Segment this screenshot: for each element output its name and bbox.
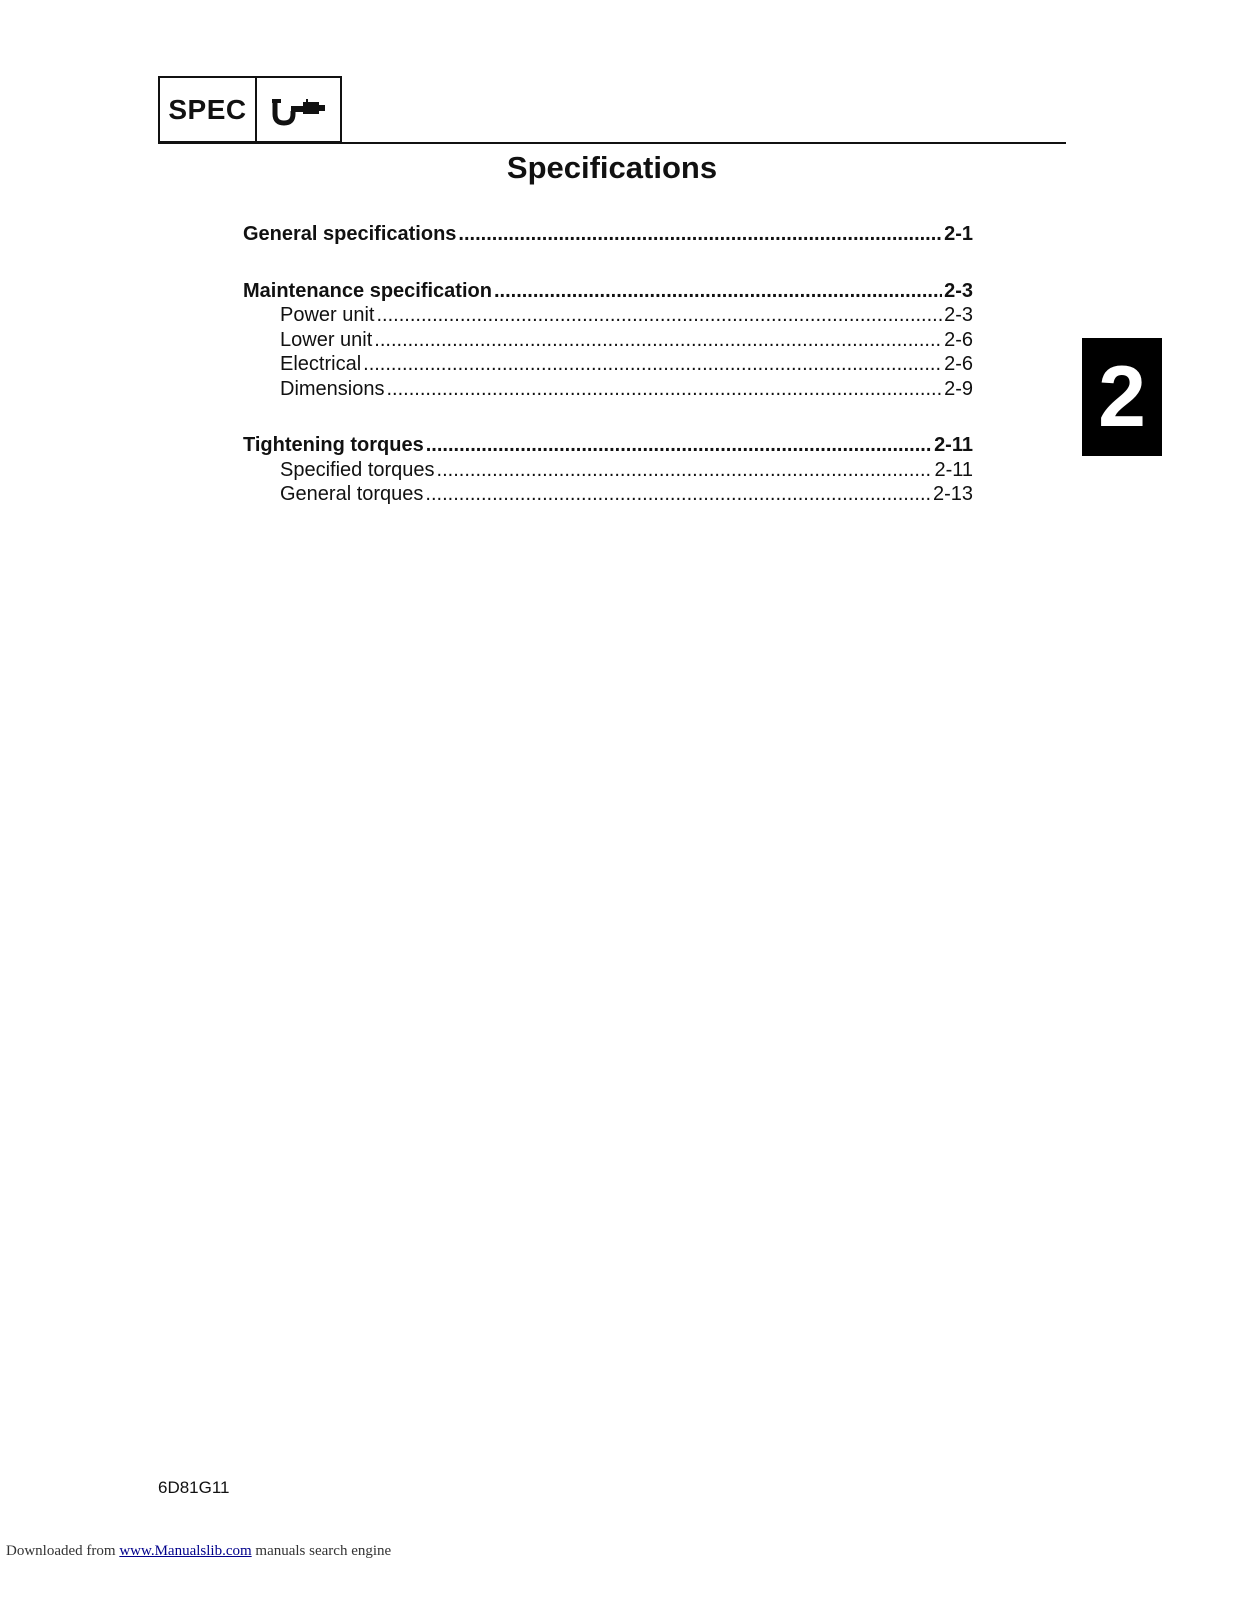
toc-subentry-page: 2-9 — [944, 377, 973, 400]
toc-subentry-page: 2-6 — [944, 353, 973, 375]
dot-leader — [377, 303, 943, 328]
dot-leader — [426, 433, 932, 458]
table-of-contents — [243, 222, 973, 539]
page-title: Specifications — [506, 150, 718, 185]
dot-leader — [425, 482, 931, 507]
toc-entry-page: 2-3 — [944, 279, 973, 302]
toc-entry-maintenance-specification[interactable] — [243, 279, 973, 304]
toc-group — [243, 222, 973, 247]
header-rule — [158, 142, 1066, 144]
toc-entry-tightening-torques[interactable] — [243, 433, 973, 458]
dot-leader — [458, 222, 942, 247]
toc-subentry-title: Specified torques — [280, 458, 435, 481]
toc-subentry-title: Dimensions — [280, 377, 385, 400]
toc-group — [243, 279, 973, 402]
toc-subentry-page: 2-13 — [932, 483, 973, 505]
toc-subentry-specified-torques[interactable] — [243, 458, 973, 483]
chapter-tab: 2 — [1082, 338, 1162, 456]
toc-subentry-electrical[interactable] — [243, 352, 973, 377]
toc-subentry-general-torques[interactable] — [243, 482, 973, 507]
toc-subentry-lower-unit[interactable] — [243, 328, 973, 353]
dot-leader — [494, 279, 942, 304]
toc-subentry-power-unit[interactable] — [243, 303, 973, 328]
toc-subentry-dimensions[interactable] — [243, 377, 973, 402]
footer-suffix: manuals search engine — [255, 1543, 392, 1559]
toc-entry-page: 2-1 — [944, 223, 973, 245]
manualslib-link[interactable]: www.Manualslib.com — [119, 1543, 252, 1559]
toc-entry-general-specifications[interactable] — [243, 222, 973, 247]
micrometer-icon — [257, 78, 340, 141]
toc-subentry-title: Electrical — [280, 353, 362, 375]
dot-leader — [437, 458, 933, 483]
footer-prefix: Downloaded from — [6, 1543, 116, 1559]
spec-header-box — [158, 76, 342, 143]
toc-group — [243, 433, 973, 507]
toc-subentry-title: General torques — [280, 483, 424, 505]
toc-subentry-page: 2-11 — [934, 458, 973, 481]
toc-entry-page: 2-11 — [934, 434, 973, 456]
dot-leader — [363, 352, 942, 377]
toc-entry-title: Maintenance specification — [243, 279, 492, 302]
spec-label: SPEC — [160, 78, 257, 141]
dot-leader — [386, 377, 942, 402]
toc-subentry-title: Power unit — [280, 304, 375, 326]
document-code: 6D81G11 — [158, 1478, 230, 1497]
download-footer — [6, 1543, 391, 1560]
toc-subentry-title: Lower unit — [280, 328, 373, 351]
toc-entry-title: General specifications — [243, 223, 457, 245]
toc-subentry-page: 2-6 — [944, 328, 973, 351]
toc-subentry-page: 2-3 — [944, 304, 973, 326]
dot-leader — [374, 328, 942, 353]
toc-entry-title: Tightening torques — [243, 434, 424, 456]
